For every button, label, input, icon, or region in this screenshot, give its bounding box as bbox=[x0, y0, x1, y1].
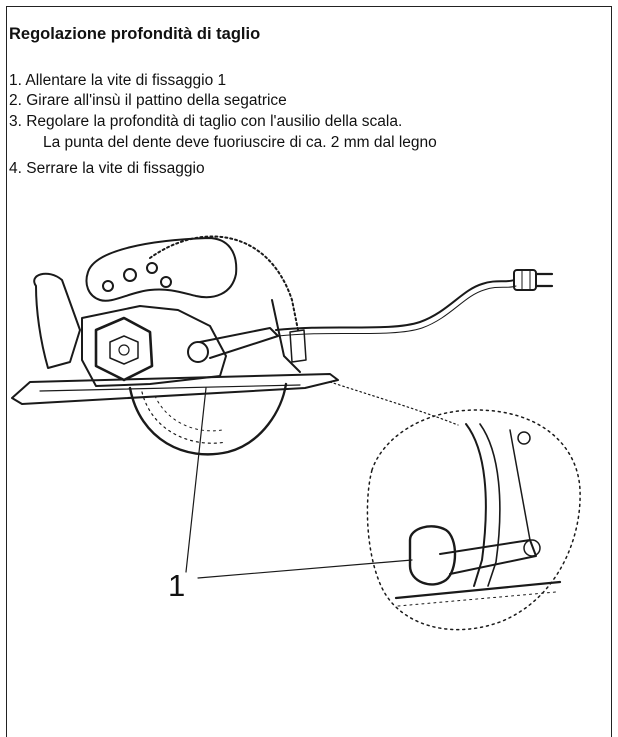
motor-end-cap bbox=[96, 318, 152, 380]
page-title: Regolazione profondità di taglio bbox=[9, 25, 261, 43]
power-plug bbox=[514, 270, 536, 290]
callout-line-1b bbox=[186, 388, 206, 572]
front-handle bbox=[34, 274, 80, 368]
clamp-knob bbox=[410, 526, 455, 584]
callout-line-1 bbox=[198, 560, 412, 578]
step-4: 4. Serrare la vite di fissaggio bbox=[9, 160, 205, 177]
power-cord bbox=[276, 280, 514, 330]
callout-number: 1 bbox=[168, 568, 186, 603]
step-3-note: La punta del dente deve fuoriuscire di ca. 2 mm dal legno bbox=[43, 134, 437, 151]
step-2: 2. Girare all'insù il pattino della segatrice bbox=[9, 92, 287, 109]
base-plate bbox=[12, 374, 338, 404]
step-3: 3. Regolare la profondità di taglio con l'ausilio della scala. bbox=[9, 113, 403, 130]
motor-body bbox=[82, 306, 226, 386]
saw-blade bbox=[130, 384, 286, 454]
step-1: 1. Allentare la vite di fissaggio 1 bbox=[9, 72, 227, 89]
